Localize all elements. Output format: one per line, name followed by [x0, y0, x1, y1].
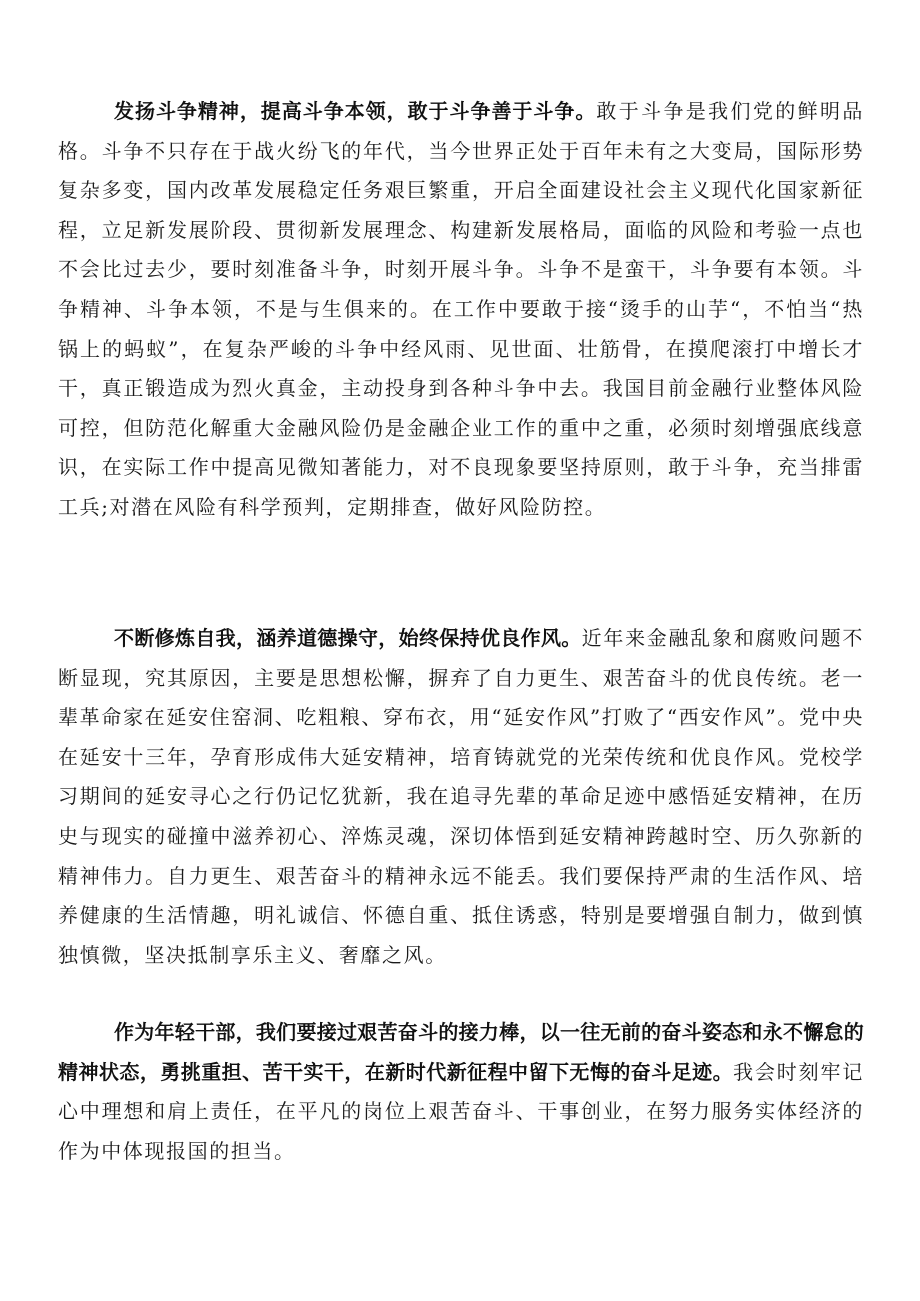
paragraph-lead-heading: 发扬斗争精神，提高斗争本领，敢于斗争善于斗争。: [114, 99, 597, 123]
paragraph-lead-heading: 作为年轻干部，我们要接过艰苦奋斗的接力棒，以一往无前的奋斗姿态和永不懈怠的精神状态，勇挑重担、苦干实干，在新时代新征程中留下无悔的奋斗足迹。: [58, 1020, 864, 1084]
paragraph-body-text: 近年来金融乱象和腐败问题不断显现，究其原因，主要是思想松懈，摒弃了自力更生、艰苦奋斗的优良传统。老一辈革命家在延安住窑洞、吃粗粮、穿布衣，用“延安作风”打败了“西安作风”。党中央在延安十三年，孕育形成伟大延安精神，培育铸就党的光荣传统和优良作风。党校学习期间的延安寻心之行仍记忆犹新，我在追寻先辈的革命足迹中感悟延安精神，在历史与现实的碰撞中滋养初心、淬炼灵魂，深切体悟到延安精神跨越时空、历久弥新的精神伟力。自力更生、艰苦奋斗的精神永远不能丢。我们要保持严肃的生活作风、培养健康的生活情趣，明礼诚信、怀德自重、抵住诱惑，特别是要增强自制力，做到慎独慎微，坚决抵制享乐主义、奢靡之风。: [58, 626, 864, 967]
paragraph-body-text: 我会时刻牢记心中理想和肩上责任，在平凡的岗位上艰苦奋斗、干事创业，在努力服务实体经济的作为中体现报国的担当。: [58, 1059, 864, 1163]
paragraph-young-cadres: [58, 1013, 864, 1171]
paragraph-struggle-spirit: [58, 92, 864, 528]
paragraph-self-cultivation: [58, 619, 864, 975]
paragraph-lead-heading: 不断修炼自我，涵养道德操守，始终保持优良作风。: [114, 626, 582, 650]
paragraph-body-text: 敢于斗争是我们党的鲜明品格。斗争不只存在于战火纷飞的年代，当今世界正处于百年未有之大变局，国际形势复杂多变，国内改革发展稳定任务艰巨繁重，开启全面建设社会主义现代化国家新征程，立足新发展阶段、贯彻新发展理念、构建新发展格局，面临的风险和考验一点也不会比过去少，要时刻准备斗争，时刻开展斗争。斗争不是蛮干，斗争要有本领。斗争精神、斗争本领，不是与生俱来的。在工作中要敢于接“烫手的山芋“，不怕当“热锅上的蚂蚁”，在复杂严峻的斗争中经风雨、见世面、壮筋骨，在摸爬滚打中增长才干，真正锻造成为烈火真金，主动投身到各种斗争中去。我国目前金融行业整体风险可控，但防范化解重大金融风险仍是金融企业工作的重中之重，必须时刻增强底线意识，在实际工作中提高见微知著能力，对不良现象要坚持原则，敢于斗争，充当排雷工兵;对潜在风险有科学预判，定期排查，做好风险防控。: [58, 99, 865, 519]
